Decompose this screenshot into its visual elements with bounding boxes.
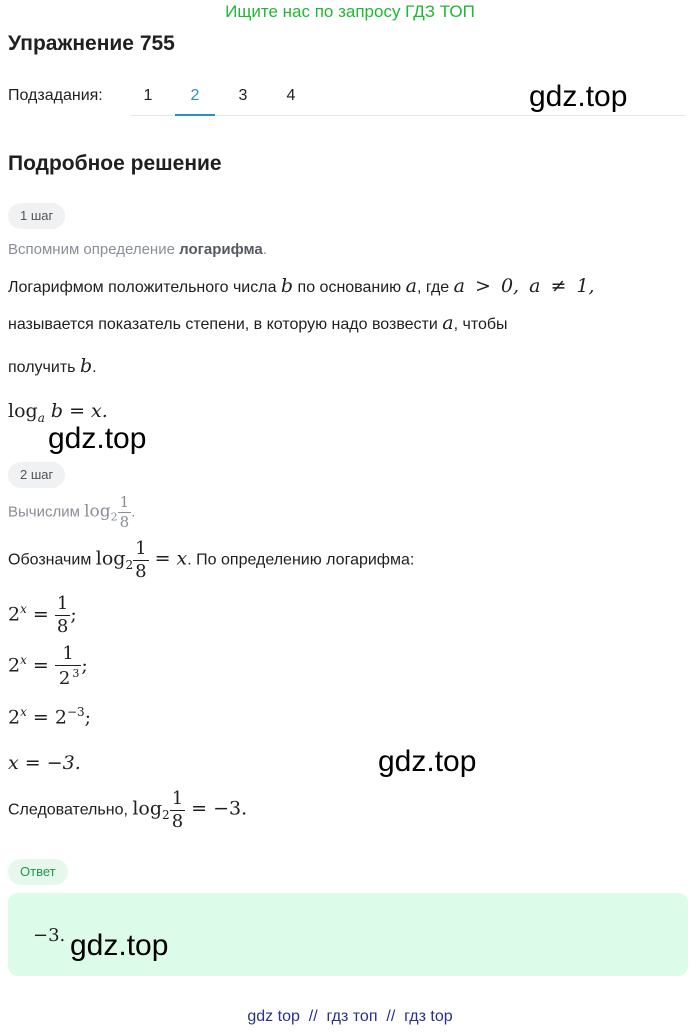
answer-value: −3. [33,925,66,946]
page-title: Упражнение 755 [8,32,175,55]
equation-4: x = −3. [8,752,81,774]
log-definition-formula: $\log_a b = x$. [8,400,108,425]
equation-3: $2^x = 2^{-3}$; [8,705,92,729]
step-1-badge: 1 шаг [8,203,65,229]
tab-subtask-3[interactable]: 3 [238,87,248,104]
watermark: gdz.top [378,745,477,778]
subtasks-label: Подзадания: [8,87,103,104]
definition-line-2: называется показатель степени, в которую надо возвести a, чтобы [8,312,508,334]
definition-line-1: Логарифмом положительного числа b по основанию a, где a > 0, a ≠ 1, [8,275,595,297]
step-2-hint: Вычислим $\log_2$ $\frac{1}{8}$ . [8,493,136,531]
definition-line-3: получить b. [8,355,97,377]
denote-line: Обозначим $\log_2$ $\frac{1}{8}$ = x. По определению логарифма: [8,538,415,582]
top-banner: Ищите нас по запросу ГДЗ ТОП [225,2,475,21]
tab-subtask-1[interactable]: 1 [143,87,153,104]
step-2-badge: 2 шаг [8,462,65,488]
footer-links[interactable]: gdz top // гдз топ // гдз top [247,1008,453,1025]
conclusion-line: Следовательно, $\log_2$ $\frac{1}{8}$ = −3. [8,788,248,832]
watermark: gdz.top [529,80,628,113]
tab-subtask-2[interactable]: 2 [190,87,200,104]
tab-subtask-4[interactable]: 4 [286,87,296,104]
solution-heading: Подробное решение [8,152,222,175]
equation-2: $2^x$ = $\frac{1}{2 ^3}$ ; [8,643,88,689]
watermark: gdz.top [48,422,147,455]
equation-1: $2^x$ = $\frac{1}{8}$ ; [8,593,77,637]
step-1-hint: Вспомним определение логарифма. [8,241,267,258]
answer-badge: Ответ [8,859,68,885]
watermark: gdz.top [70,929,169,962]
active-tab-underline [175,114,215,116]
